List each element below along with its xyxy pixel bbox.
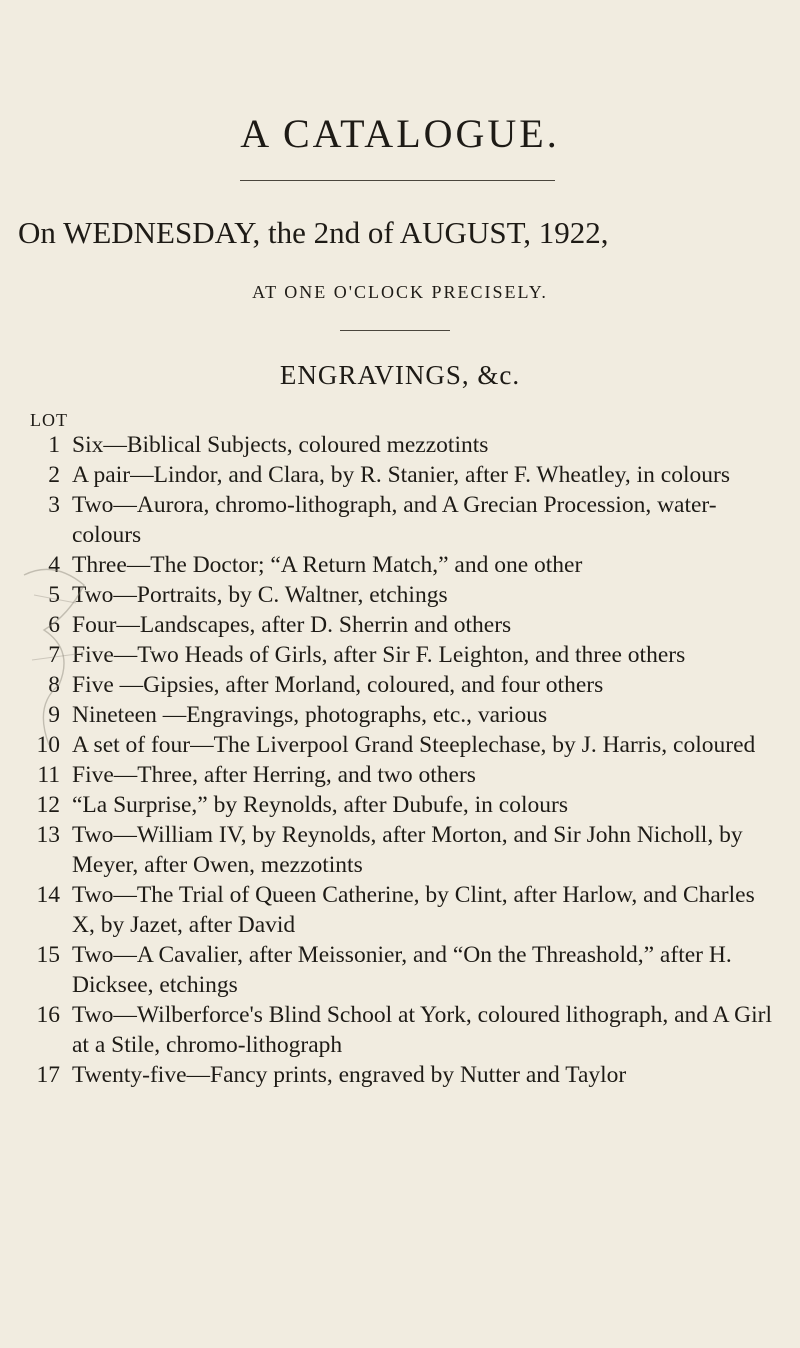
lot-entry-1	[0, 430, 800, 460]
lot-list	[0, 430, 800, 1090]
lot-number: 15	[36, 942, 60, 968]
lot-number: 1	[48, 432, 60, 458]
lot-column-header: LOT	[30, 410, 68, 430]
lot-number: 2	[48, 462, 60, 488]
lot-number: 10	[36, 732, 60, 758]
lot-number: 3	[48, 492, 60, 518]
lot-description: Two—Aurora, chromo-lithograph, and A Grecian Procession, water-colours	[72, 492, 717, 548]
lot-number: 5	[48, 582, 60, 608]
lot-entry-4	[0, 550, 800, 580]
lot-entry-6	[0, 610, 800, 640]
lot-entry-15	[0, 940, 800, 1000]
lot-description: Four—Landscapes, after D. Sherrin and others	[72, 612, 512, 638]
lot-entry-14	[0, 880, 800, 940]
lot-number: 16	[36, 1002, 60, 1028]
lot-number: 12	[36, 792, 60, 818]
lot-description: Two—Wilberforce's Blind School at York, coloured lithograph, and A Girl at a Stile, chromo-lithograph	[72, 1002, 773, 1058]
lot-description: Twenty-five—Fancy prints, engraved by Nutter and Taylor	[72, 1062, 627, 1088]
lot-description: Two—Portraits, by C. Waltner, etchings	[72, 582, 448, 608]
lot-entry-11	[0, 760, 800, 790]
lot-entry-9	[0, 700, 800, 730]
lot-number: 7	[48, 642, 60, 668]
lot-entry-17	[0, 1060, 800, 1090]
lot-entry-7	[0, 640, 800, 670]
lot-description: Three—The Doctor; “A Return Match,” and one other	[72, 552, 583, 578]
lot-description: Two—The Trial of Queen Catherine, by Clint, after Harlow, and Charles X, by Jazet, after David	[72, 882, 755, 938]
lot-description: Five—Three, after Herring, and two others	[72, 762, 476, 788]
catalogue-title: A CATALOGUE.	[240, 111, 560, 156]
lot-description: A pair—Lindor, and Clara, by R. Stanier, after F. Wheatley, in colours	[72, 462, 730, 488]
lot-number: 6	[48, 612, 60, 638]
lot-description: Six—Biblical Subjects, coloured mezzotints	[72, 432, 489, 458]
lot-entry-3	[0, 490, 800, 550]
lot-number: 8	[48, 672, 60, 698]
sale-date-line: On WEDNESDAY, the 2nd of AUGUST, 1922,	[18, 215, 609, 250]
lot-entry-8	[0, 670, 800, 700]
lot-description: “La Surprise,” by Reynolds, after Dubufe, in colours	[72, 792, 568, 818]
title-rule	[240, 180, 555, 181]
time-rule	[340, 330, 450, 331]
lot-description: Five —Gipsies, after Morland, coloured, and four others	[72, 672, 604, 698]
lot-entry-13	[0, 820, 800, 880]
lot-description: Five—Two Heads of Girls, after Sir F. Leighton, and three others	[72, 642, 686, 668]
lot-description: Two—William IV, by Reynolds, after Morton, and Sir John Nicholl, by Meyer, after Owen, mezzotints	[72, 822, 743, 878]
lot-entry-10	[0, 730, 800, 760]
lot-description: Two—A Cavalier, after Meissonier, and “On the Threashold,” after H. Dicksee, etchings	[72, 942, 732, 998]
lot-description: Nineteen —Engravings, photographs, etc., various	[72, 702, 548, 728]
lot-description: A set of four—The Liverpool Grand Steeplechase, by J. Harris, coloured	[72, 732, 756, 758]
lot-entry-12	[0, 790, 800, 820]
lot-number: 11	[37, 762, 60, 788]
lot-number: 14	[36, 882, 60, 908]
lot-number: 17	[36, 1062, 60, 1088]
section-title: ENGRAVINGS, &c.	[279, 360, 521, 390]
lot-entry-5	[0, 580, 800, 610]
lot-entry-2	[0, 460, 800, 490]
lot-number: 4	[48, 552, 60, 578]
lot-number: 9	[48, 702, 60, 728]
lot-entry-16	[0, 1000, 800, 1060]
lot-number: 13	[36, 822, 60, 848]
sale-time-line: AT ONE O'CLOCK PRECISELY.	[252, 282, 548, 302]
